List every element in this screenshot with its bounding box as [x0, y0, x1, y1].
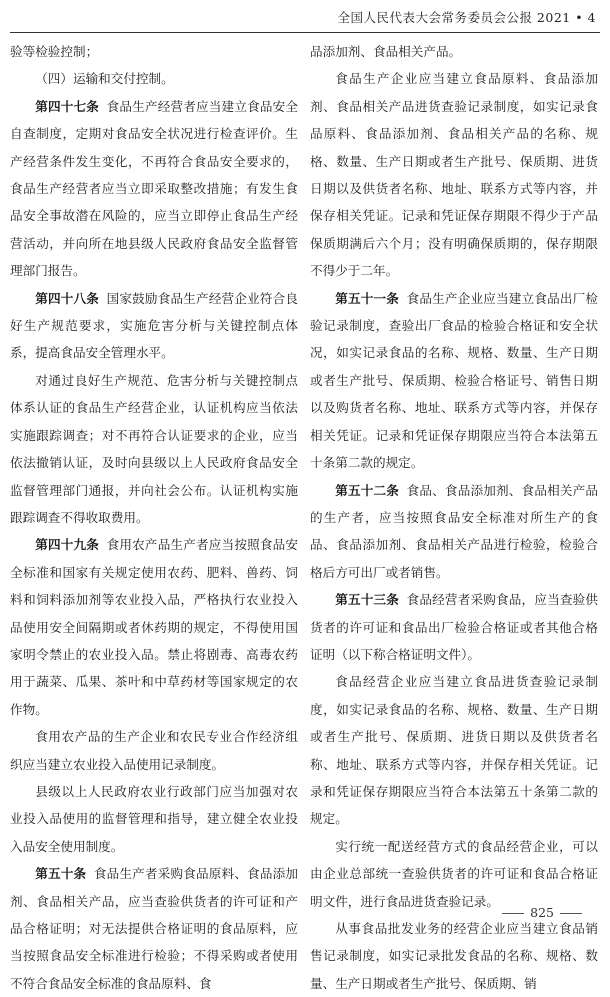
- page-number: 825: [530, 905, 554, 920]
- paragraph: 食用农产品的生产企业和农民专业合作经济组织应当建立农业投入品使用记录制度。: [10, 729, 298, 772]
- paragraph: 对通过良好生产规范、危害分析与关键控制点体系认证的食品生产经营企业，认证机构应当依法实施跟踪调查；对不再符合认证要求的企业，应当依法撤销认证，及时向县级以上人民政府食品安全监督管理部门通报，并向社会公布。认证机构实施跟踪调查不得收取费用。: [10, 372, 298, 525]
- article-text: 食用农产品生产者应当按照食品安全标准和国家有关规定使用农药、肥料、兽药、饲料和饲料添加剂等农业投入品，严格执行农业投入品使用安全间隔期或者休药期的规定，不得使用国家明令禁止的农业投入品。禁止将剧毒、高毒农药用于蔬菜、瓜果、茶叶和中草药材等国家规定的农作物。: [10, 537, 299, 717]
- right-column: [310, 38, 598, 997]
- paragraph: 验等检验控制；: [10, 44, 99, 59]
- footer-dash-right: [560, 913, 582, 914]
- paragraph: 食品生产企业应当建立食品原料、食品添加剂、食品相关产品进货查验记录制度，如实记录食品原料、食品添加剂、食品相关产品的名称、规格、数量、生产日期或者生产批号、保质期、进货日期以及供货者名称、地址、联系方式等内容，并保存相关凭证。记录和凭证保存期限不得少于产品保质期满后六个月；没有明确保质期的，保存期限不得少于二年。: [310, 71, 598, 279]
- header-rule: [10, 32, 600, 33]
- article-text: 食品经营者采购食品，应当查验供货者的许可证和食品出厂检验合格证或者其他合格证明（以下称合格证明文件）。: [310, 592, 599, 662]
- paragraph: 县级以上人民政府农业行政部门应当加强对农业投入品使用的监督管理和指导，建立健全农业投入品安全使用制度。: [10, 783, 298, 854]
- journal-title: 全国人民代表大会常务委员会公报 2021 • 4: [337, 10, 596, 25]
- left-column: [10, 38, 298, 997]
- article-48: [10, 285, 298, 367]
- article-52: [310, 477, 598, 587]
- article-51: [310, 285, 598, 477]
- article-number: 第四十九条: [35, 537, 100, 553]
- paragraph: 实行统一配送经营方式的食品经营企业，可以由企业总部统一查验供货者的许可证和食品合格证明文件，进行食品进货查验记录。: [310, 838, 598, 909]
- page-footer: [496, 905, 588, 920]
- article-text: 食品生产者采购食品原料、食品添加剂、食品相关产品，应当查验供货者的许可证和产品合格证明；对无法提供合格证明的食品原料，应当按照食品安全标准进行检验；不得采购或者使用不符合食品安全标准的食品原料、食: [10, 866, 299, 991]
- article-number: 第四十八条: [35, 290, 100, 306]
- paragraph: 从事食品批发业务的经营企业应当建立食品销售记录制度，如实记录批发食品的名称、规格、数量、生产日期或者生产批号、保质期、销: [310, 921, 598, 991]
- paragraph: （四）运输和交付控制。: [35, 71, 174, 87]
- paragraph: 品添加剂、食品相关产品。: [310, 44, 462, 59]
- page-header: [0, 0, 610, 34]
- article-text: 食品生产经营者应当建立食品安全自查制度，定期对食品安全状况进行检查评价。生产经营条件发生变化，不再符合食品安全要求的，食品生产经营者应当立即采取整改措施；有发生食品安全事故潜在风险的，应当立即停止食品生产经营活动，并向所在地县级人民政府食品安全监督管理部门报告。: [10, 98, 299, 279]
- footer-dash-left: [502, 913, 524, 914]
- article-number: 第五十条: [35, 866, 87, 882]
- article-50: [10, 860, 298, 997]
- article-text: 食品生产企业应当建立食品出厂检验记录制度，查验出厂食品的检验合格证和安全状况，如实记录食品的名称、规格、数量、生产日期或者生产批号、保质期、检验合格证号、销售日期以及购货者名称、地址、联系方式等内容，并保存相关凭证。记录和凭证保存期限应当符合本法第五十条第二款的规定。: [310, 290, 599, 471]
- article-49: [10, 531, 298, 723]
- article-number: 第五十二条: [335, 482, 400, 498]
- article-number: 第五十三条: [335, 592, 400, 608]
- article-47: [10, 93, 298, 285]
- article-53: [310, 586, 598, 668]
- paragraph: 食品经营企业应当建立食品进货查验记录制度，如实记录食品的名称、规格、数量、生产日期或者生产批号、保质期、进货日期以及供货者名称、地址、联系方式等内容，并保存相关凭证。记录和凭证保存期限应当符合本法第五十条第二款的规定。: [310, 674, 598, 827]
- article-text: 食品、食品添加剂、食品相关产品的生产者，应当按照食品安全标准对所生产的食品、食品添加剂、食品相关产品进行检验，检验合格后方可出厂或者销售。: [310, 482, 599, 580]
- article-text: 国家鼓励食品生产经营企业符合良好生产规范要求，实施危害分析与关键控制点体系，提高食品安全管理水平。: [10, 290, 299, 361]
- article-number: 第四十七条: [35, 98, 100, 114]
- article-number: 第五十一条: [335, 290, 400, 306]
